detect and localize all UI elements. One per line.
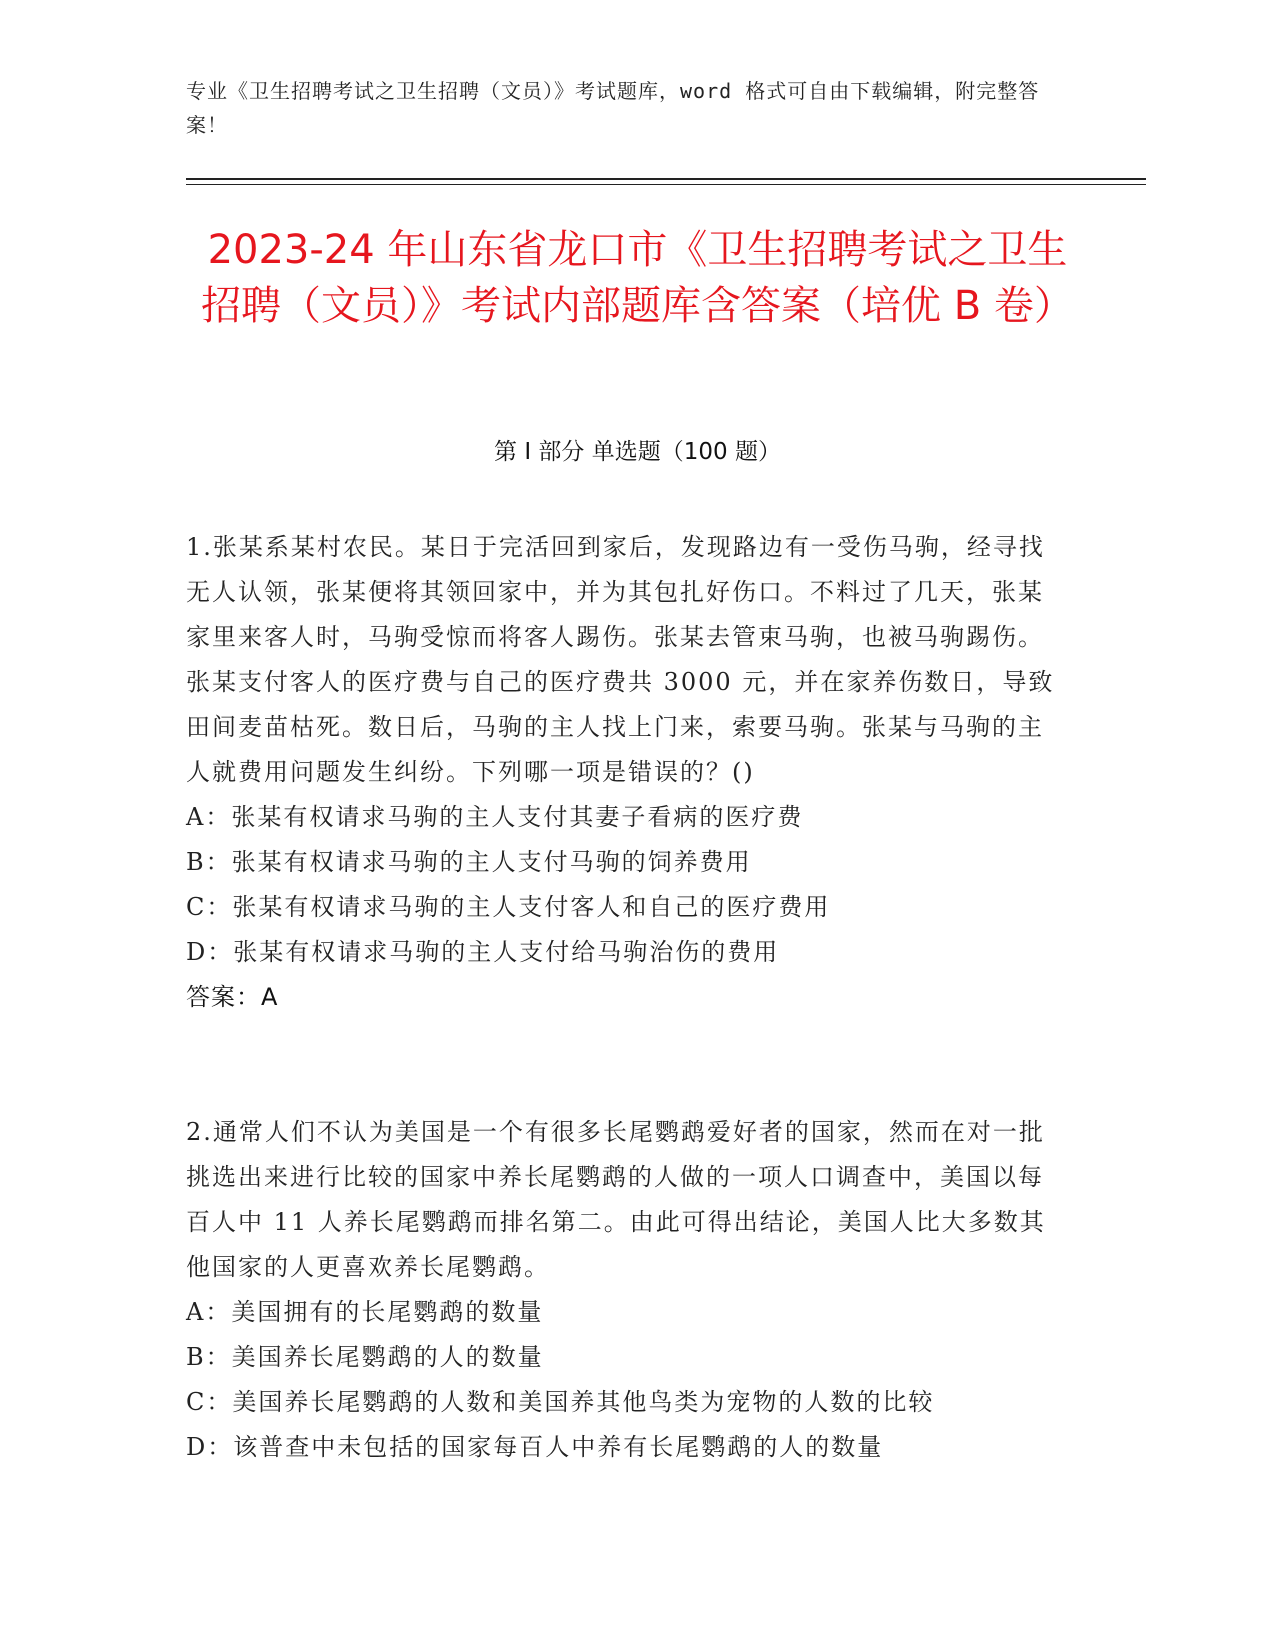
header-divider-thin bbox=[186, 184, 1146, 185]
option-a: A：美国拥有的长尾鹦鹉的数量 bbox=[186, 1298, 544, 1326]
option-c: C：美国养长尾鹦鹉的人数和美国养其他鸟类为宠物的人数的比较 bbox=[186, 1388, 935, 1416]
option-d: D：张某有权请求马驹的主人支付给马驹治伤的费用 bbox=[186, 938, 780, 966]
option-c: C：张某有权请求马驹的主人支付客人和自己的医疗费用 bbox=[186, 893, 831, 921]
question-stem: 2.通常人们不认为美国是一个有很多长尾鹦鹉爱好者的国家，然而在对一批挑选出来进行比较的国家中养长尾鹦鹉的人做的一项人口调查中，美国以每百人中 11 人养长尾鹦鹉而排名第二。由此可得出结论，美国人比大多数其他国家的人更喜欢养长尾鹦鹉。 bbox=[186, 1118, 1046, 1281]
option-a: A：张某有权请求马驹的主人支付其妻子看病的医疗费 bbox=[186, 803, 804, 831]
question-2 bbox=[186, 1110, 1066, 1470]
option-b: B：美国养长尾鹦鹉的人的数量 bbox=[186, 1343, 544, 1371]
document-title: 2023-24 年山东省龙口市《卫生招聘考试之卫生招聘（文员）》考试内部题库含答案（培优 B 卷） bbox=[201, 227, 1074, 329]
header-note: 专业《卫生招聘考试之卫生招聘（文员）》考试题库，word 格式可自由下载编辑，附完整答案！ bbox=[186, 79, 1040, 137]
option-b: B：张某有权请求马驹的主人支付马驹的饲养费用 bbox=[186, 848, 752, 876]
option-d: D：该普查中未包括的国家每百人中养有长尾鹦鹉的人的数量 bbox=[186, 1433, 884, 1461]
answer-label: 答案：A bbox=[186, 983, 279, 1011]
question-stem: 1.张某系某村农民。某日于完活回到家后，发现路边有一受伤马驹，经寻找无人认领，张某便将其领回家中，并为其包扎好伤口。不料过了几天，张某家里来客人时，马驹受惊而将客人踢伤。张某去管束马驹，也被马驹踢伤。张某支付客人的医疗费与自己的医疗费共 3000 元，并在家养伤数日，导致田间麦苗枯死。数日后，马驹的主人找上门来，索要马驹。张某与马驹的主人就费用问题发生纠纷。下列哪一项是错误的？() bbox=[186, 533, 1055, 786]
section-title: 第 I 部分 单选题（100 题） bbox=[494, 439, 781, 465]
header-divider-thick bbox=[186, 178, 1146, 180]
question-1 bbox=[186, 525, 1066, 1020]
